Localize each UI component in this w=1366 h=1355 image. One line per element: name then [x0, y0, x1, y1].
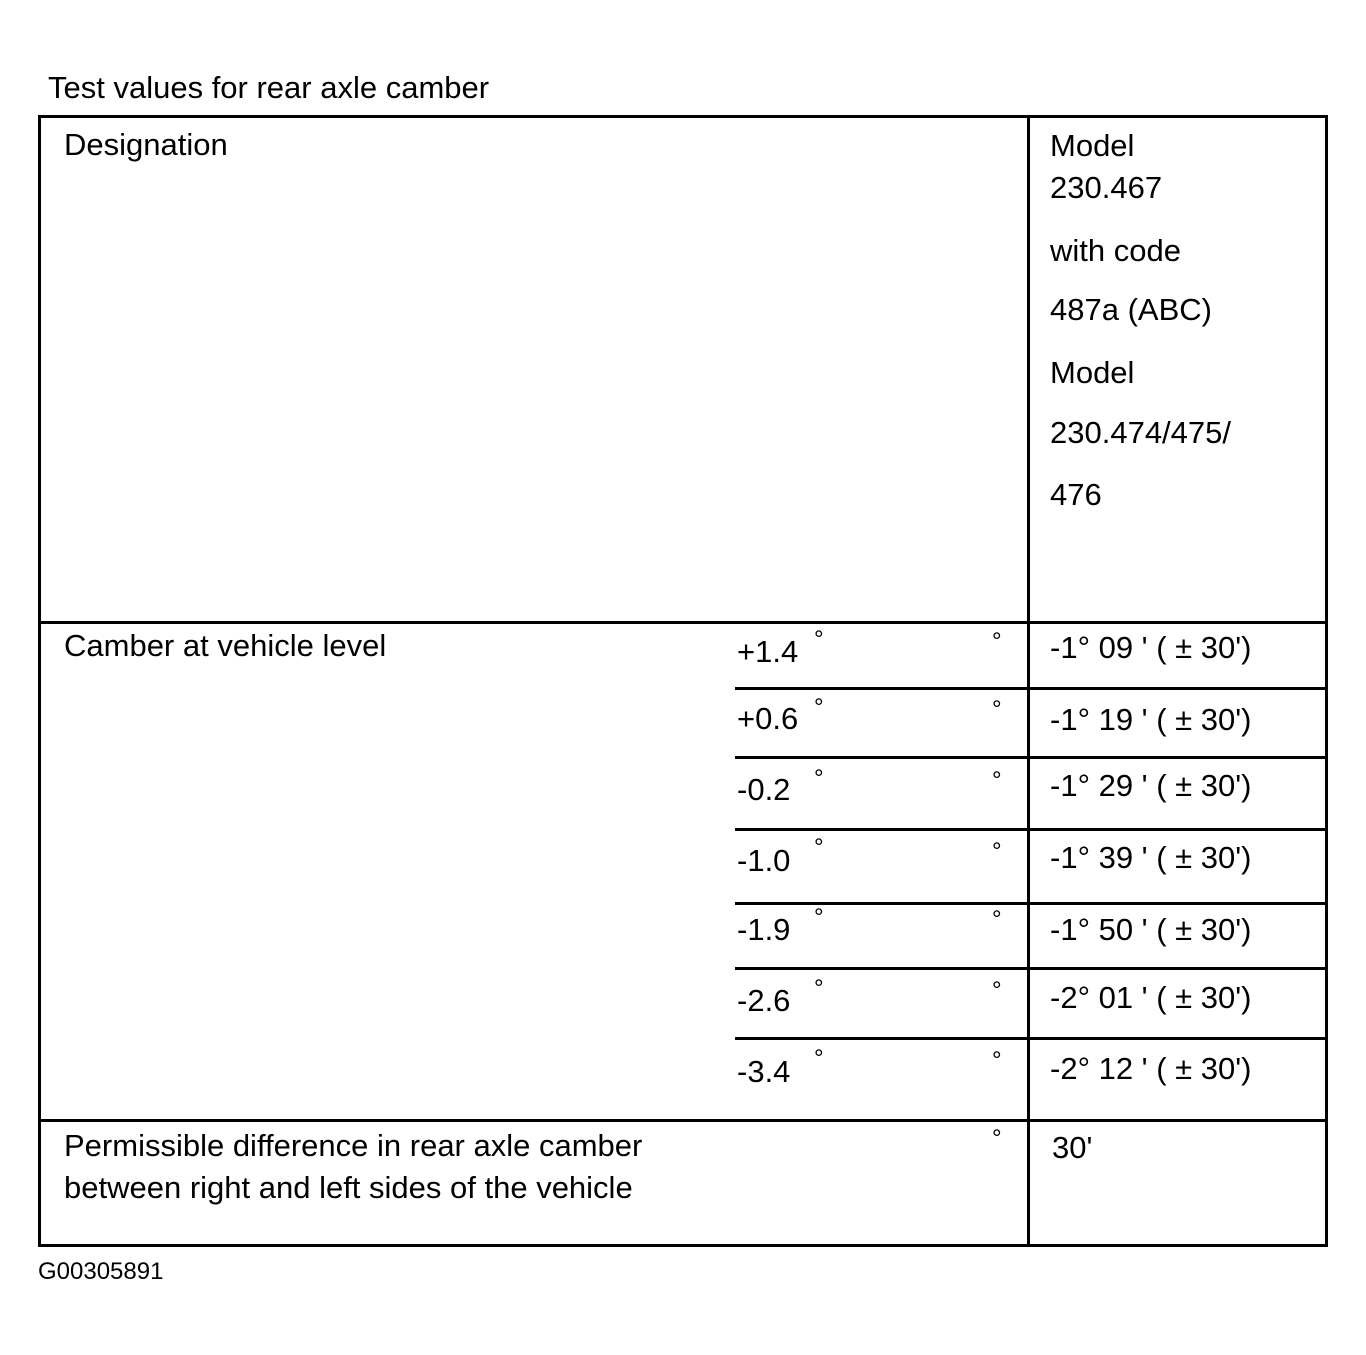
model-line: Model — [1050, 128, 1135, 163]
camber-label: Camber at vehicle level — [64, 628, 387, 663]
row-divider — [735, 687, 1328, 690]
row-divider — [735, 756, 1328, 759]
row-divider — [735, 828, 1328, 831]
row-divider — [735, 902, 1328, 905]
degree-mark: ° — [814, 904, 824, 931]
model-line: Model — [1050, 355, 1135, 390]
degree-mark: ° — [992, 696, 1002, 723]
degree-mark: ° — [814, 975, 824, 1002]
degree-mark: ° — [814, 765, 824, 792]
degree-mark: ° — [814, 694, 824, 721]
designation-header: Designation — [64, 127, 228, 162]
section-divider-header — [38, 621, 1328, 624]
figure-code: G00305891 — [38, 1258, 164, 1285]
camber-value: -1° 29 ' ( ± 30') — [1050, 768, 1252, 803]
camber-value: -1° 39 ' ( ± 30') — [1050, 840, 1252, 875]
camber-value: -1° 50 ' ( ± 30') — [1050, 912, 1252, 947]
camber-value: -1° 19 ' ( ± 30') — [1050, 702, 1252, 737]
table-border-bottom — [38, 1244, 1328, 1247]
model-line: 230.474/475/ — [1050, 415, 1232, 450]
camber-value: -2° 01 ' ( ± 30') — [1050, 980, 1252, 1015]
degree-mark: ° — [992, 906, 1002, 933]
degree-mark: ° — [814, 834, 824, 861]
row-divider — [735, 967, 1328, 970]
table-border-left — [38, 115, 41, 1247]
model-line: 476 — [1050, 477, 1102, 512]
column-divider — [1027, 115, 1030, 1247]
degree-mark: ° — [814, 626, 824, 653]
camber-level: -0.2 — [737, 772, 791, 807]
permissible-value: 30' — [1052, 1130, 1093, 1165]
degree-mark: ° — [814, 1045, 824, 1072]
camber-level: +1.4 — [737, 634, 799, 669]
model-line: with code — [1050, 233, 1181, 268]
camber-value: -1° 09 ' ( ± 30') — [1050, 630, 1252, 665]
camber-level: -3.4 — [737, 1054, 791, 1089]
section-divider-permissible — [38, 1119, 1328, 1122]
permissible-label-line2: between right and left sides of the vehicle — [64, 1170, 633, 1205]
degree-mark: ° — [992, 1125, 1002, 1152]
camber-value: -2° 12 ' ( ± 30') — [1050, 1051, 1252, 1086]
camber-level: -2.6 — [737, 983, 791, 1018]
model-line: 230.467 — [1050, 170, 1163, 205]
table-border-right — [1325, 115, 1328, 1247]
camber-level: -1.0 — [737, 843, 791, 878]
model-line: 487a (ABC) — [1050, 292, 1212, 327]
camber-level: -1.9 — [737, 912, 791, 947]
permissible-label-line1: Permissible difference in rear axle camber — [64, 1128, 643, 1163]
table-title: Test values for rear axle camber — [48, 70, 490, 105]
degree-mark: ° — [992, 628, 1002, 655]
row-divider — [735, 1037, 1328, 1040]
table-border-top — [38, 115, 1328, 118]
degree-mark: ° — [992, 977, 1002, 1004]
camber-level: +0.6 — [737, 701, 799, 736]
degree-mark: ° — [992, 767, 1002, 794]
degree-mark: ° — [992, 1047, 1002, 1074]
degree-mark: ° — [992, 838, 1002, 865]
